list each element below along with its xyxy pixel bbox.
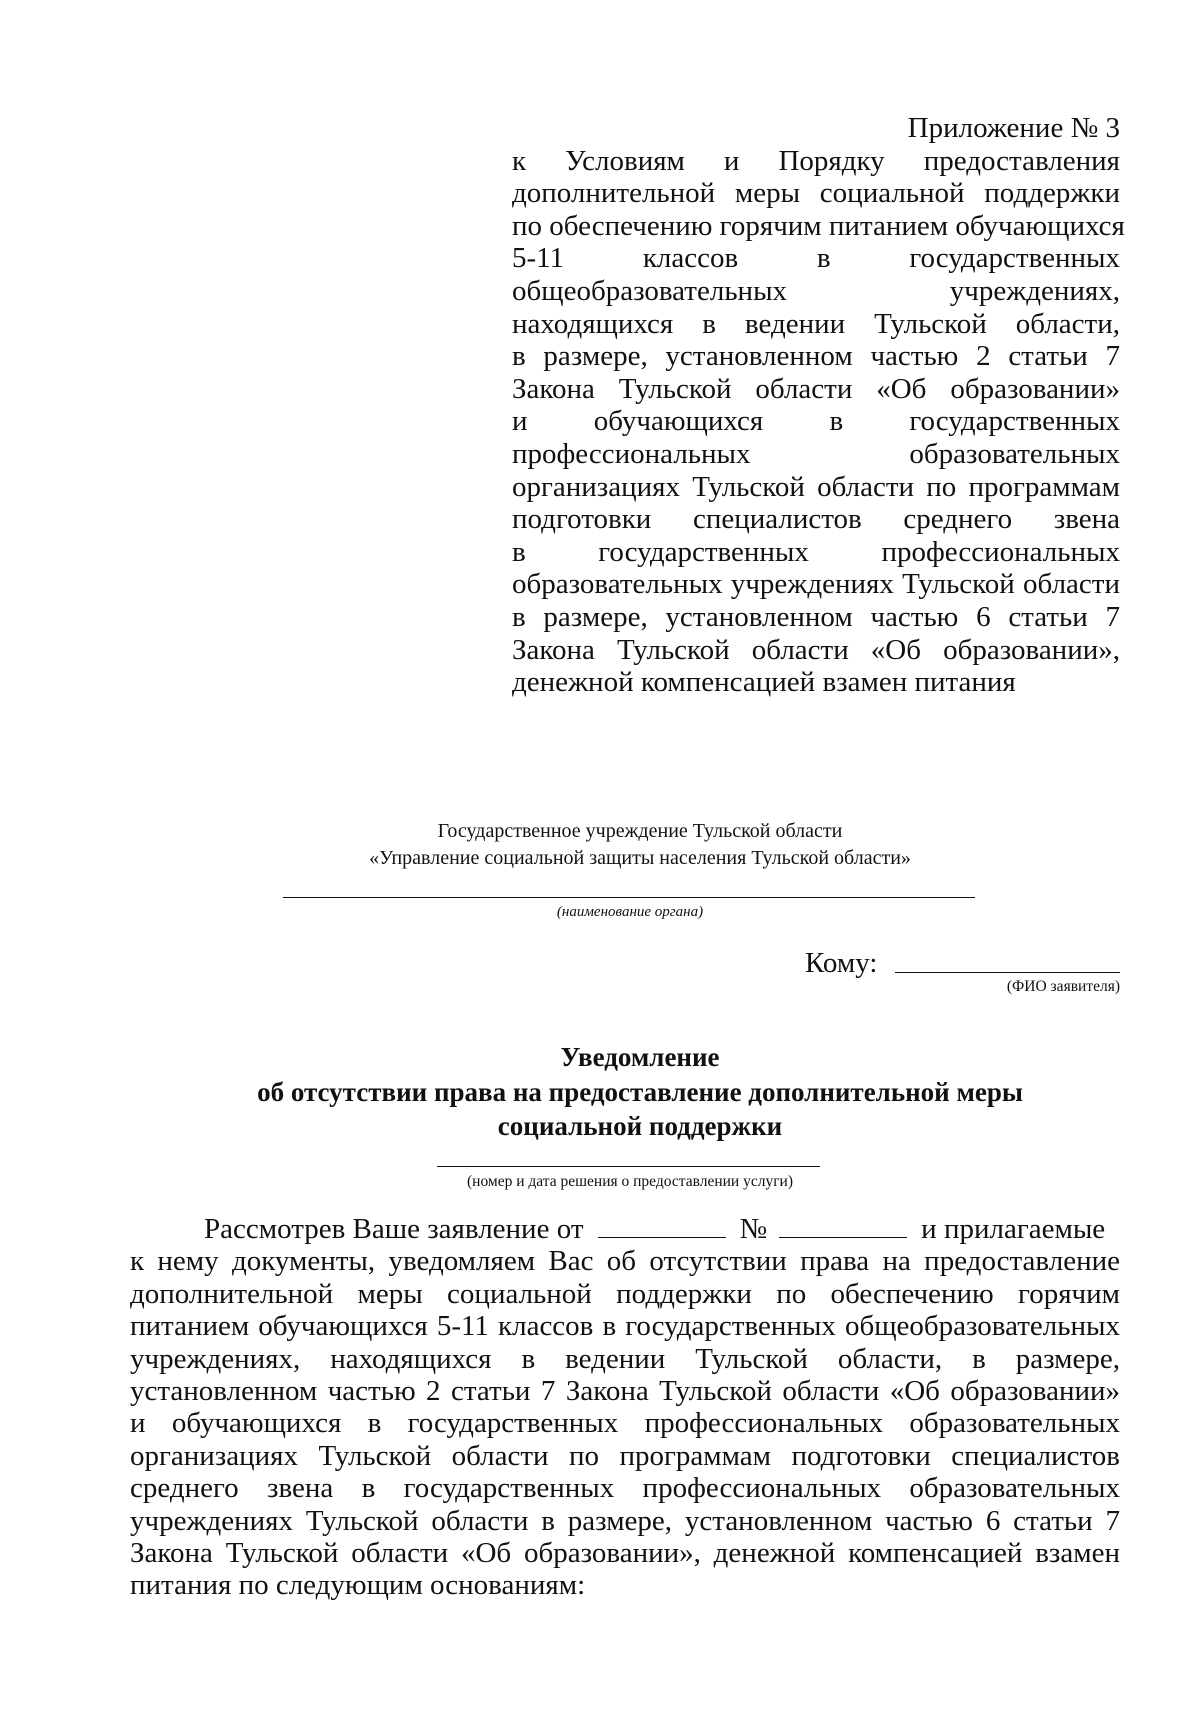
annex-line: в размере, установленном частью 6 статьи 7 [512, 600, 1120, 633]
body-text: и прилагаемые [921, 1213, 1106, 1245]
annex-line: в государственных профессиональных [512, 535, 1120, 568]
annex-line: и обучающихся в государственных [512, 405, 1120, 438]
body-line: организациях Тульской области по программам подготовки специалистов [130, 1439, 1120, 1472]
body-line: и обучающихся в государственных профессиональных образовательных [130, 1407, 1120, 1440]
annex-line: дополнительной меры социальной поддержки [512, 177, 1120, 210]
application-number-blank [779, 1211, 907, 1238]
annex-number: Приложение № 3 [907, 112, 1120, 144]
number-sign: № [739, 1213, 768, 1245]
recipient-label: Кому: [805, 947, 878, 979]
annex-line: по обеспечению горячим питанием обучающихся [512, 209, 1125, 242]
annex-line: организациях Тульской области по программам [512, 470, 1120, 503]
notice-subtitle-line1: об отсутствии права на предоставление дополнительной меры [257, 1077, 1023, 1107]
body-line: учреждениях, находящихся в ведении Тульской области, в размере, [130, 1342, 1120, 1375]
body-line: Закона Тульской области «Об образовании», денежной компенсацией взамен [130, 1537, 1120, 1570]
annex-line: 5-11 классов в государственных [512, 242, 1120, 275]
annex-line: общеобразовательных учреждениях, [512, 274, 1120, 307]
body-line: дополнительной меры социальной поддержки по обеспечению горячим [130, 1277, 1120, 1310]
decision-caption: (номер и дата решения о предоставлении услуги) [466, 1173, 794, 1190]
annex-line: к Условиям и Порядку предоставления [512, 144, 1120, 177]
recipient-name-blank [895, 972, 1120, 973]
notice-subtitle-line2: социальной поддержки [497, 1111, 783, 1141]
body-line: среднего звена в государственных профессиональных образовательных [130, 1472, 1120, 1505]
body-line: питанием обучающихся 5-11 классов в государственных общеобразовательных [130, 1310, 1120, 1343]
body-line: к нему документы, уведомляем Вас об отсутствии права на предоставление [130, 1245, 1120, 1278]
annex-line: профессиональных образовательных [512, 437, 1120, 470]
annex-line: Закона Тульской области «Об образовании» [512, 372, 1120, 405]
organization-underline [283, 897, 975, 898]
body-text: Рассмотрев Ваше заявление от [204, 1213, 584, 1245]
annex-header [512, 112, 1125, 699]
annex-line: Закона Тульской области «Об образовании», [512, 633, 1120, 666]
notice-title: Уведомление [560, 1042, 720, 1072]
recipient-caption: (ФИО заявителя) [1006, 978, 1120, 995]
organization-name-line1: Государственное учреждение Тульской области [437, 820, 843, 842]
body-line: питания по следующим основаниям: [130, 1569, 586, 1602]
body-line: учреждениях Тульской области в размере, установленном частью 6 статьи 7 [130, 1504, 1120, 1537]
annex-line: подготовки специалистов среднего звена [512, 503, 1120, 536]
annex-line: образовательных учреждениях Тульской области [512, 568, 1120, 601]
notice-body [130, 1211, 1120, 1602]
body-line: установленном частью 2 статьи 7 Закона Тульской области «Об образовании» [130, 1375, 1120, 1408]
annex-line: денежной компенсацией взамен питания [512, 666, 1016, 699]
organization-name-line2: «Управление социальной защиты населения Тульской области» [369, 847, 911, 869]
organization-caption: (наименование органа) [556, 904, 704, 920]
annex-line: в размере, установленном частью 2 статьи 7 [512, 340, 1120, 373]
decision-blank [437, 1166, 820, 1167]
body-first-line [130, 1211, 1120, 1245]
annex-line: находящихся в ведении Тульской области, [512, 307, 1120, 340]
application-date-blank [598, 1211, 726, 1238]
